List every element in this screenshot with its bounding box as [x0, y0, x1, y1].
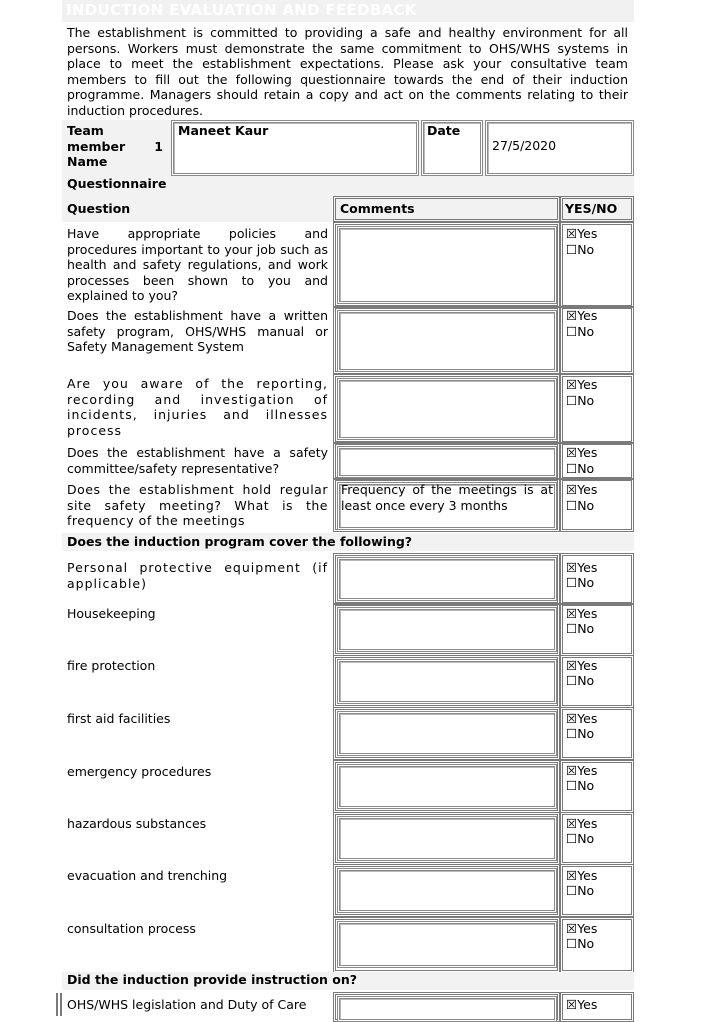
question-3-comment-field[interactable] — [337, 378, 557, 440]
section-2-heading: Does the induction program cover the following? — [62, 533, 634, 551]
coverage-item-8-text: consultation process — [67, 921, 196, 936]
coverage-item-5-yes-checkbox[interactable]: ☒Yes — [566, 763, 598, 778]
question-1-text: Have appropriate policies and procedures important to your job such as health and safety regulations, and work processes been shown to you and explained to you? — [67, 226, 328, 304]
intro-paragraph: The establishment is committed to providing a safe and healthy environment for all persons. Workers must demonstrate the same commitment to OHS/WHS systems in place to meet the establishment expectations. Please ask your consultative team members to fill out the following questionnaire towards the end of their induction programme. Managers should retain a copy and act on the comments relating to their induction procedures. — [67, 25, 628, 118]
coverage-item-4-no-checkbox[interactable]: ☐No — [566, 726, 595, 741]
coverage-item-4-yes-checkbox[interactable]: ☒Yes — [566, 711, 598, 726]
coverage-item-6-no-checkbox[interactable]: ☐No — [566, 831, 595, 846]
question-3-yes-checkbox[interactable]: ☒Yes — [566, 377, 598, 392]
coverage-item-3-text: fire protection — [67, 658, 156, 673]
question-3-text: Are you aware of the reporting, recording and investigation of incidents, injuries and illnesses process — [67, 376, 328, 438]
question-3-no-checkbox[interactable]: ☐No — [566, 393, 595, 408]
coverage-item-1-text: Personal protective equipment (if applicable) — [67, 560, 328, 591]
question-5-yes-checkbox[interactable]: ☒Yes — [566, 482, 598, 497]
question-1-no-checkbox[interactable]: ☐No — [566, 242, 595, 257]
question-2-yes-checkbox[interactable]: ☒Yes — [566, 308, 598, 323]
form-title: INDUCTION EVALUATION AND FEEDBACK — [62, 0, 634, 22]
table-left-border-inner — [60, 993, 62, 1016]
coverage-item-3-yes-checkbox[interactable]: ☒Yes — [566, 658, 598, 673]
table-left-border — [56, 993, 58, 1016]
coverage-item-3-no-checkbox[interactable]: ☐No — [566, 673, 595, 688]
member-label — [67, 123, 167, 170]
member-name-value: Maneet Kaur — [178, 123, 269, 138]
question-2-no-checkbox[interactable]: ☐No — [566, 324, 595, 339]
question-header: Question — [67, 201, 131, 216]
coverage-item-4-comment-field[interactable] — [337, 711, 557, 756]
coverage-item-2-no-checkbox[interactable]: ☐No — [566, 621, 595, 636]
coverage-item-7-yes-checkbox[interactable]: ☒Yes — [566, 868, 598, 883]
coverage-item-1-no-checkbox[interactable]: ☐No — [566, 575, 595, 590]
coverage-item-5-text: emergency procedures — [67, 764, 212, 779]
coverage-item-8-comment-field[interactable] — [337, 921, 557, 968]
question-5-comment-text: Frequency of the meetings is at least once every 3 months — [341, 482, 553, 513]
question-4-yes-checkbox[interactable]: ☒Yes — [566, 445, 598, 460]
section-3-heading: Did the induction provide instruction on? — [62, 972, 634, 990]
coverage-item-8-yes-checkbox[interactable]: ☒Yes — [566, 921, 598, 936]
coverage-item-6-text: hazardous substances — [67, 816, 207, 831]
coverage-item-8-no-checkbox[interactable]: ☐No — [566, 936, 595, 951]
coverage-item-7-comment-field[interactable] — [337, 868, 557, 913]
question-1-comment-field[interactable] — [337, 226, 557, 304]
coverage-item-7-text: evacuation and trenching — [67, 868, 228, 883]
question-2-comment-field[interactable] — [337, 310, 557, 372]
question-4-text: Does the establishment have a safety committee/safety representative? — [67, 445, 328, 476]
question-5-no-checkbox[interactable]: ☐No — [566, 498, 595, 513]
coverage-item-3-comment-field[interactable] — [337, 659, 557, 704]
question-2-text: Does the establishment have a written safety program, OHS/WHS manual or Safety Management System — [67, 308, 328, 355]
coverage-item-2-comment-field[interactable] — [337, 607, 557, 652]
member-label-text: Team member 1 Name — [67, 123, 163, 170]
coverage-item-5-no-checkbox[interactable]: ☐No — [566, 778, 595, 793]
instruction-item-1-yes-checkbox[interactable]: ☒Yes — [566, 997, 598, 1012]
coverage-item-5-comment-field[interactable] — [337, 764, 557, 809]
date-label: Date — [427, 123, 461, 138]
instruction-item-1-text: OHS/WHS legislation and Duty of Care — [67, 997, 307, 1012]
coverage-item-1-yes-checkbox[interactable]: ☒Yes — [566, 560, 598, 575]
coverage-item-6-yes-checkbox[interactable]: ☒Yes — [566, 816, 598, 831]
question-4-no-checkbox[interactable]: ☐No — [566, 461, 595, 476]
coverage-item-2-text: Housekeeping — [67, 606, 156, 621]
question-4-comment-field[interactable] — [337, 446, 557, 478]
coverage-item-1-comment-field[interactable] — [337, 557, 557, 601]
comments-header: Comments — [340, 201, 415, 216]
coverage-item-6-comment-field[interactable] — [337, 816, 557, 861]
questionnaire-heading: Questionnaire — [62, 176, 634, 196]
instruction-item-1-comment-field[interactable] — [337, 996, 557, 1022]
question-5-text: Does the establishment hold regular site safety meeting? What is the frequency of the meetings — [67, 482, 328, 529]
coverage-item-2-yes-checkbox[interactable]: ☒Yes — [566, 606, 598, 621]
yesno-header: YES/NO — [565, 201, 618, 216]
coverage-item-7-no-checkbox[interactable]: ☐No — [566, 883, 595, 898]
date-value: 27/5/2020 — [492, 138, 557, 153]
coverage-item-4-text: first aid facilities — [67, 711, 171, 726]
question-1-yes-checkbox[interactable]: ☒Yes — [566, 226, 598, 241]
